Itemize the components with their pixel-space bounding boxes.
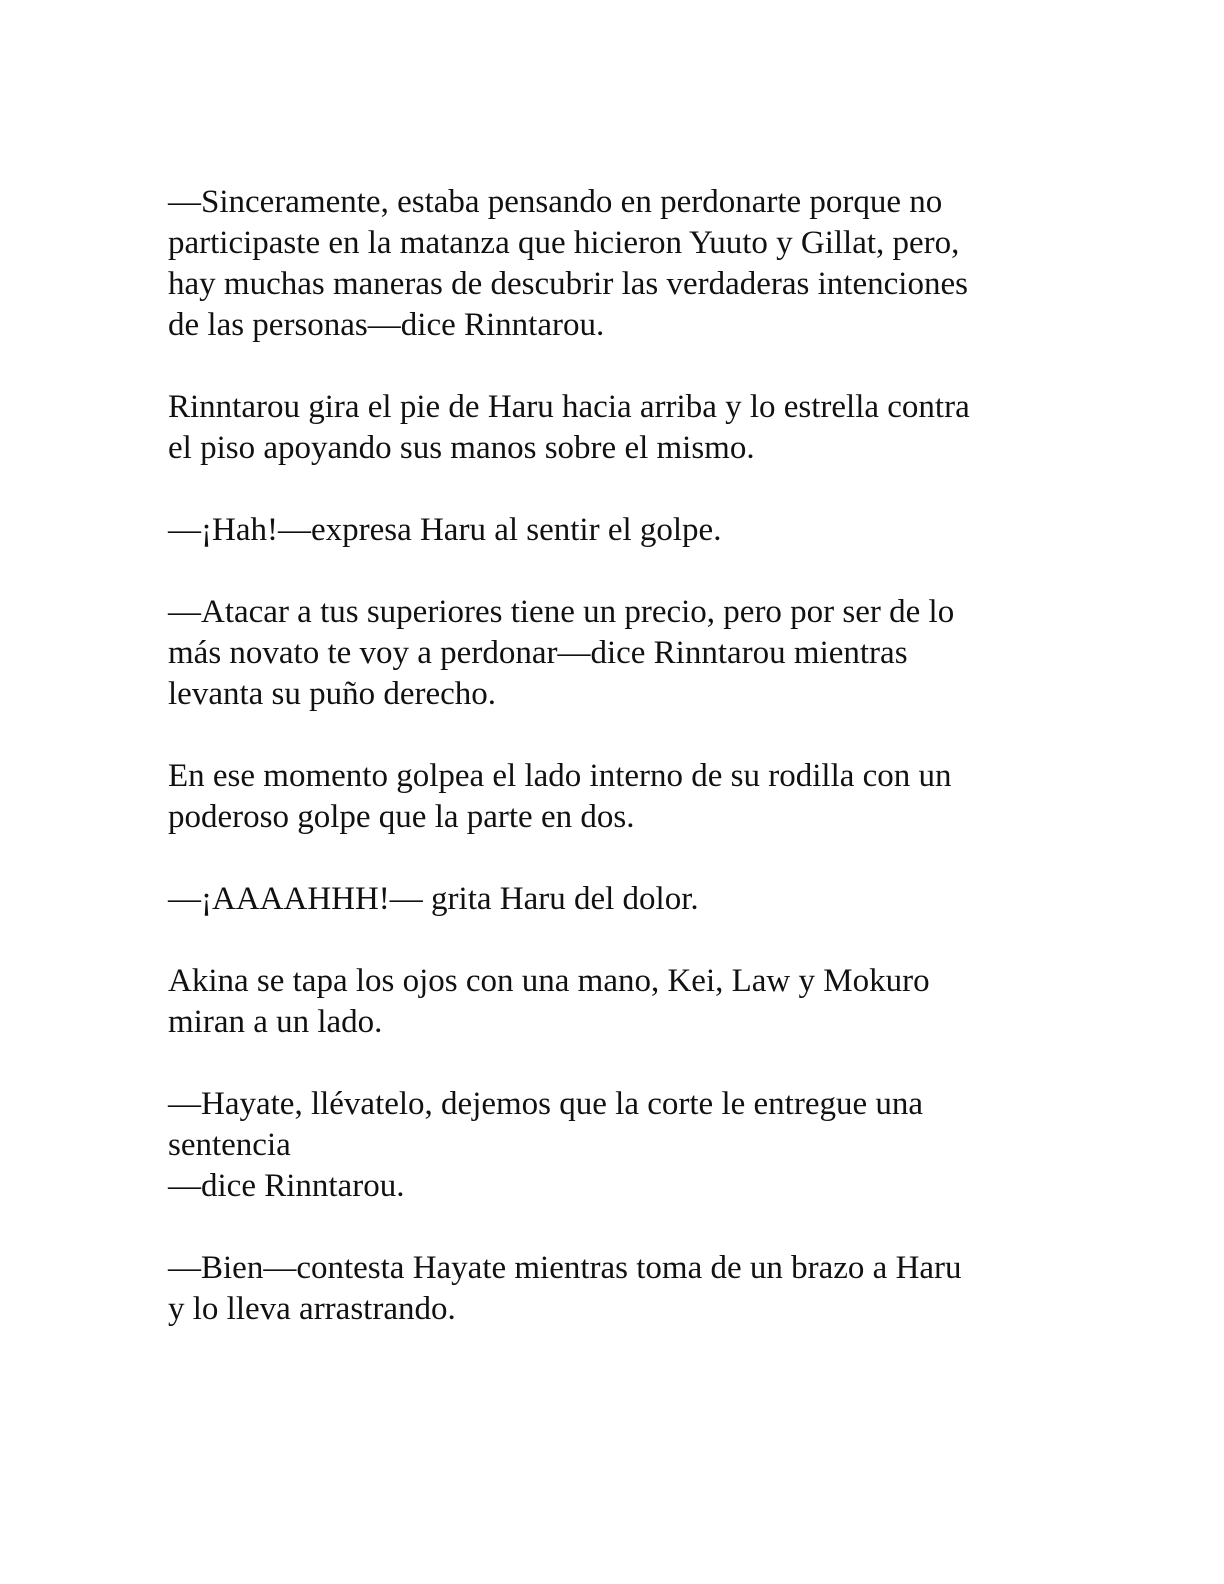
- text-line: —Bien—contesta Hayate mientras toma de un brazo a Haru: [168, 1250, 962, 1286]
- document-page: [168, 182, 1068, 1371]
- paragraph-9: [168, 1248, 1068, 1330]
- text-line: sentencia: [168, 1127, 291, 1163]
- paragraph-2: [168, 387, 1068, 469]
- paragraph-6: [168, 879, 1068, 920]
- text-line: participaste en la matanza que hicieron Yuuto y Gillat, pero,: [168, 225, 960, 261]
- paragraph-4: [168, 592, 1068, 715]
- paragraph-5: [168, 756, 1068, 838]
- text-line: —dice Rinntarou.: [168, 1168, 405, 1204]
- paragraph-7: [168, 961, 1068, 1043]
- text-line: —¡Hah!—expresa Haru al sentir el golpe.: [168, 512, 722, 548]
- text-line: —Hayate, llévatelo, dejemos que la corte le entregue una: [168, 1086, 924, 1122]
- text-line: poderoso golpe que la parte en dos.: [168, 799, 635, 835]
- text-line: miran a un lado.: [168, 1004, 383, 1040]
- paragraph-1: [168, 182, 1068, 346]
- paragraph-3: [168, 510, 1068, 551]
- paragraph-8: [168, 1084, 1068, 1207]
- text-line: más novato te voy a perdonar—dice Rinntarou mientras: [168, 635, 908, 671]
- text-line: —Atacar a tus superiores tiene un precio, pero por ser de lo: [168, 594, 955, 630]
- text-line: —Sinceramente, estaba pensando en perdonarte porque no: [168, 184, 943, 220]
- text-line: el piso apoyando sus manos sobre el mismo.: [168, 430, 755, 466]
- text-line: —¡AAAAHHH!— grita Haru del dolor.: [168, 881, 699, 917]
- text-line: Akina se tapa los ojos con una mano, Kei, Law y Mokuro: [168, 963, 930, 999]
- text-line: En ese momento golpea el lado interno de su rodilla con un: [168, 758, 952, 794]
- text-line: hay muchas maneras de descubrir las verdaderas intenciones: [168, 266, 968, 302]
- text-line: y lo lleva arrastrando.: [168, 1291, 456, 1327]
- text-line: de las personas—dice Rinntarou.: [168, 307, 605, 343]
- text-line: levanta su puño derecho.: [168, 676, 497, 712]
- text-line: Rinntarou gira el pie de Haru hacia arriba y lo estrella contra: [168, 389, 970, 425]
